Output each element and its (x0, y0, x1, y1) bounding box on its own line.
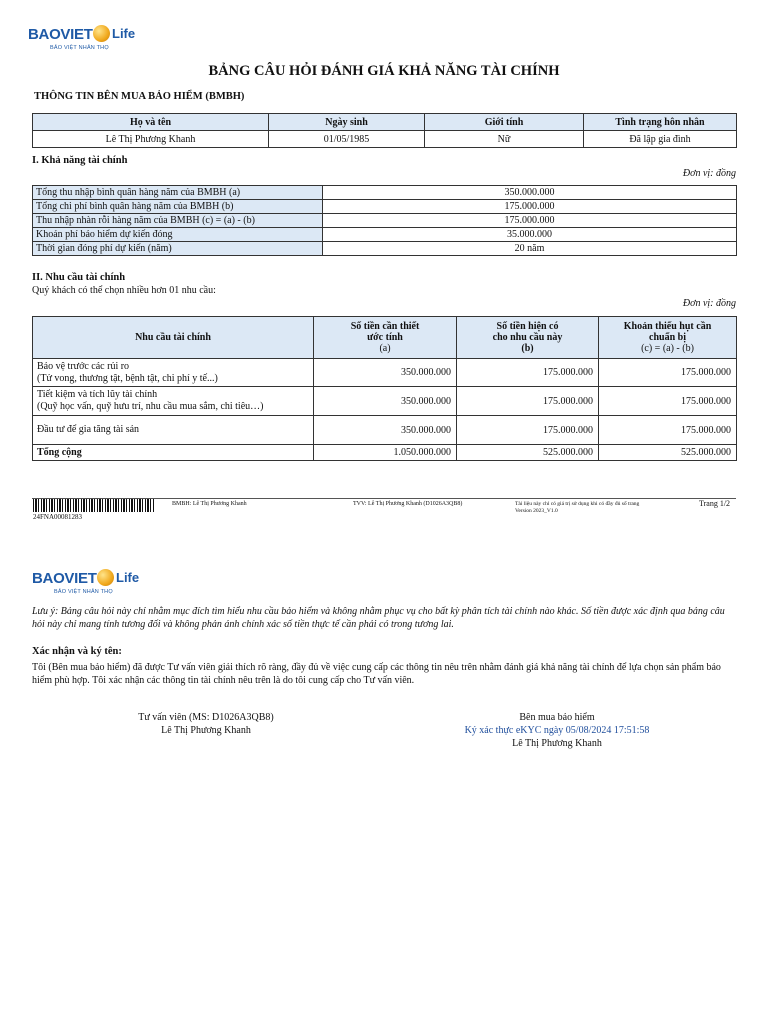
section2-title: II. Nhu cầu tài chính (32, 272, 126, 283)
table-header-row (33, 317, 737, 359)
cell-name: Lê Thị Phương Khanh (33, 131, 269, 148)
table-row: Tổng chi phí bình quân hàng năm của BMBH (b) 175.000.000 (33, 200, 737, 214)
footer-bmbh: BMBH: Lê Thị Phương Khanh (172, 501, 247, 507)
disclaimer-note: Lưu ý: Bảng câu hỏi này chỉ nhằm mục đích tìm hiểu nhu cầu bảo hiểm và không nhằm phục vụ cho bất kỳ phân tích tài chính nào khác. Số tiền được xác định qua bảng câu hỏi này chỉ mang tính tương đối và không phản ánh chính xác số tiền thực tế cần phải có trong tương lai. (32, 606, 725, 630)
need-label: Đầu tư để gia tăng tài sản (33, 416, 314, 445)
table-row: Bảo vệ trước các rủi ro (Tử vong, thương tật, bệnh tật, chi phí y tế...) 350.000.000 175.000.000 175.000.000 (33, 359, 737, 387)
cell-marital-status: Đã lập gia đình (584, 131, 737, 148)
buyer-name: Lê Thị Phương Khanh (512, 738, 602, 749)
table-row (33, 131, 737, 148)
confirm-text: Tôi (Bên mua bảo hiểm) đã được Tư vấn viên giải thích rõ ràng, đầy đủ về việc cung cấp các thông tin nêu trên nhằm đánh giá khả năng tài chính để lựa chọn sản phẩm bảo hiểm phù hợp. Tôi xác nhận các thông tin tài chính nêu trên là do tôi cung cấp cho Tư vấn viên. (32, 662, 721, 686)
page-title: BẢNG CÂU HỎI ĐÁNH GIÁ KHẢ NĂNG TÀI CHÍNH (208, 63, 560, 79)
need-label: Bảo vệ trước các rủi ro (Tử vong, thương tật, bệnh tật, chi phí y tế...) (33, 359, 314, 387)
header-shortfall: Khoản thiếu hụt cần chuẩn bị (c) = (a) - (b) (599, 317, 737, 359)
table-row: Thời gian đóng phí dự kiến (năm) 20 năm (33, 242, 737, 256)
advisor-name: Lê Thị Phương Khanh (161, 725, 251, 736)
logo-globe-icon (97, 569, 114, 586)
footer-tvv: TVV: Lê Thị Phương Khanh (D1026A3QB8) (353, 501, 463, 507)
section2-unit: Đơn vị: đồng (682, 298, 736, 309)
section1-title: I. Khả năng tài chính (32, 155, 128, 166)
need-label: Tiết kiệm và tích lũy tài chính (Quỹ học vấn, quỹ hưu trí, nhu cầu mua sắm, chi tiêu…) (33, 387, 314, 416)
needs-table (32, 316, 737, 461)
header-dob: Ngày sinh (269, 114, 425, 131)
buyer-title: Bên mua bảo hiểm (519, 712, 595, 723)
baoviet-life-logo: BAOVIET Life BẢO VIỆT NHÂN THỌ (28, 26, 136, 51)
buyer-section-title: THÔNG TIN BÊN MUA BẢO HIỂM (BMBH) (34, 91, 245, 102)
table-row: Thu nhập nhàn rỗi hàng năm của BMBH (c) = (a) - (b) 175.000.000 (33, 214, 737, 228)
baoviet-life-logo-page2: BAOVIET Life BẢO VIỆT NHÂN THỌ (32, 570, 140, 595)
barcode (33, 499, 155, 512)
header-name: Họ và tên (33, 114, 269, 131)
ekyc-signature: Ký xác thực eKYC ngày 05/08/2024 17:51:58 (464, 725, 650, 736)
footer-validity: Tài liệu này chỉ có giá trị sử dụng khi có đầy đủ số trang (515, 501, 640, 507)
header-available-amount: Số tiền hiện có cho nhu cầu này (b) (457, 317, 599, 359)
footer-version: Version 2023_V1.0 (515, 508, 558, 514)
section1-unit: Đơn vị: đồng (682, 168, 736, 179)
logo-globe-icon (93, 25, 110, 42)
finance-table (32, 185, 737, 256)
table-header-row (33, 114, 737, 131)
header-needs: Nhu cầu tài chính (33, 317, 314, 359)
section2-note: Quý khách có thể chọn nhiều hơn 01 nhu cầu: (32, 285, 216, 296)
buyer-info-table (32, 113, 737, 148)
confirm-title: Xác nhận và ký tên: (32, 646, 122, 657)
page-number: Trang 1/2 (699, 499, 731, 508)
table-total-row: Tổng cộng 1.050.000.000 525.000.000 525.000.000 (33, 445, 737, 461)
header-marital-status: Tình trạng hôn nhân (584, 114, 737, 131)
advisor-title: Tư vấn viên (MS: D1026A3QB8) (138, 712, 274, 723)
table-row: Đầu tư để gia tăng tài sản 350.000.000 175.000.000 175.000.000 (33, 416, 737, 445)
cell-dob: 01/05/1985 (269, 131, 425, 148)
table-row: Tổng thu nhập bình quân hàng năm của BMBH (a) 350.000.000 (33, 186, 737, 200)
doc-id: 24FNA00081283 (33, 513, 83, 521)
total-label: Tổng cộng (33, 445, 314, 461)
table-row: Tiết kiệm và tích lũy tài chính (Quỹ học vấn, quỹ hưu trí, nhu cầu mua sắm, chi tiêu…) 350.000.000 175.000.000 175.000.000 (33, 387, 737, 416)
header-required-amount: Số tiền cần thiết ước tính (a) (314, 317, 457, 359)
table-row: Khoản phí bảo hiểm dự kiến đóng 35.000.000 (33, 228, 737, 242)
cell-gender: Nữ (425, 131, 584, 148)
header-gender: Giới tính (425, 114, 584, 131)
